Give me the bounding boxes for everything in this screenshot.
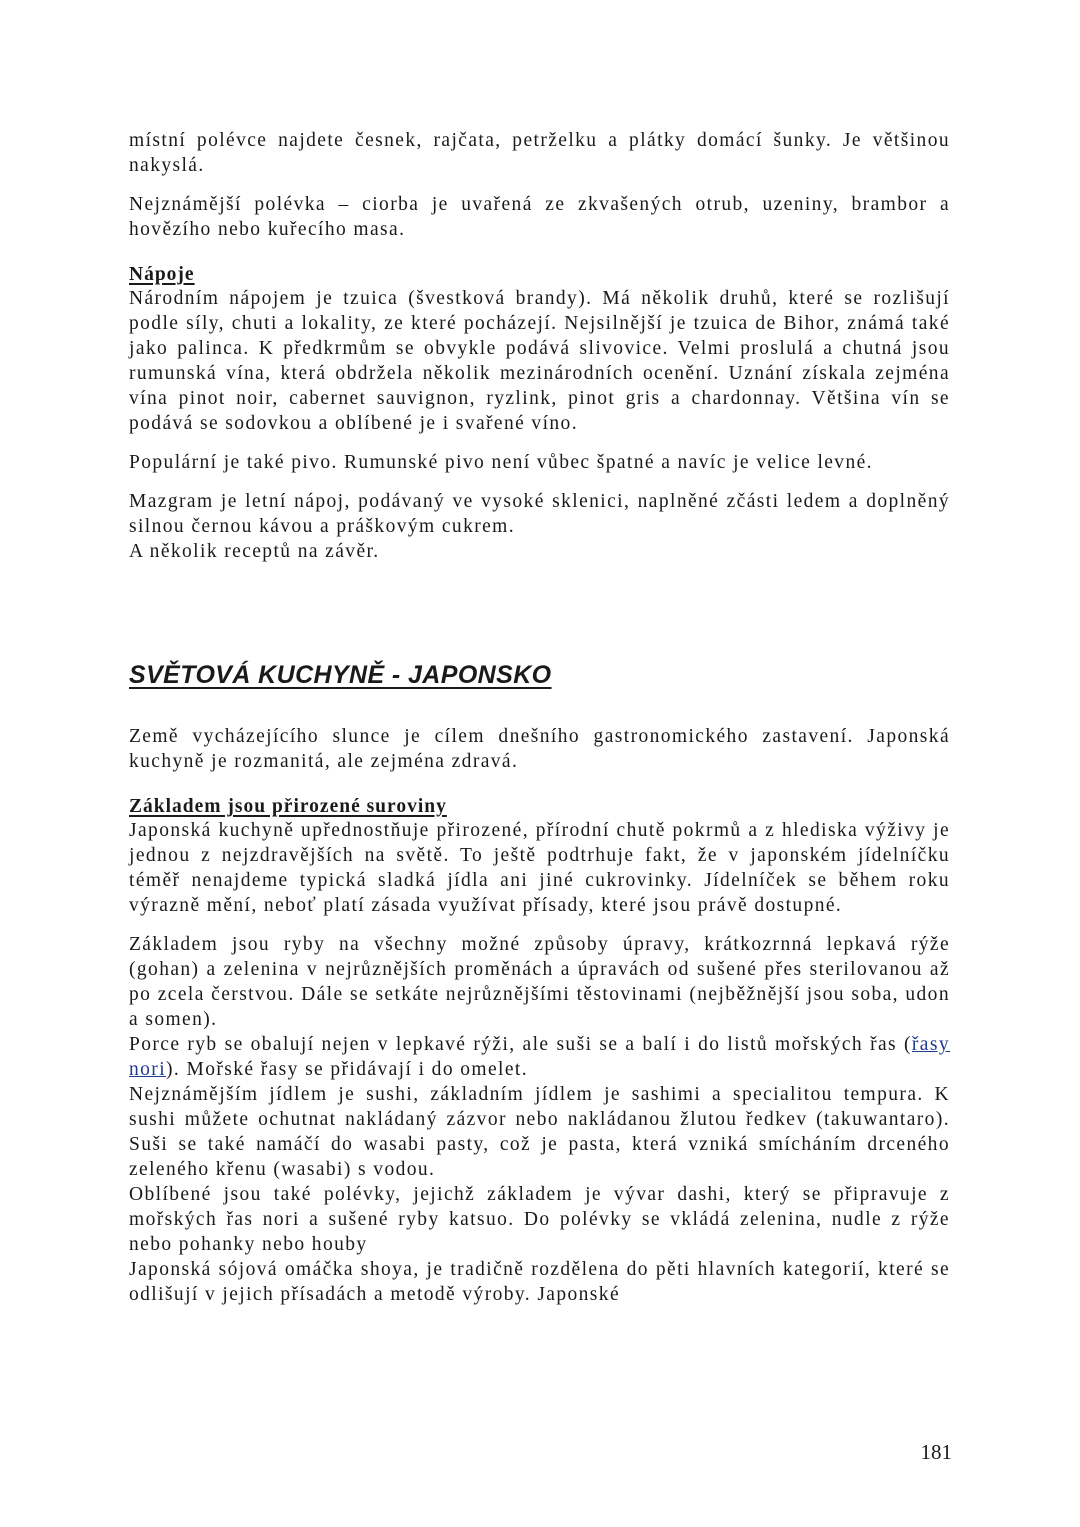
intro-paragraph-2: Nejznámější polévka – ciorba je uvařená ze zkvašených otrub, uzeniny, brambor a hovězího nebo kuřecího masa. [129,194,950,240]
japan-paragraph-3-start: Porce ryb se obalují nejen v lepkavé rýži, ale suši se a balí i do listů mořských řas ( [129,1034,912,1055]
drinks-paragraph-4: A několik receptů na závěr. [129,541,380,562]
intro-paragraph-1: místní polévce najdete česnek, rajčata, petrželku a plátky domácí šunky. Je většinou nakyslá. [129,130,950,176]
japan-paragraph-3 [129,1032,950,1082]
japan-paragraph-3-end: ). Mořské řasy se přidávají i do omelet. [166,1059,528,1080]
nori-link[interactable]: řasy nori [129,1034,950,1080]
drinks-paragraph-3: Mazgram je letní nápoj, podávaný ve vysoké sklenici, naplněné zčásti ledem a doplněný silnou černou kávou a práškovým cukrem. [129,491,950,537]
japan-paragraph-6: Japonská sójová omáčka shoya, je tradičně rozdělena do pěti hlavních kategorií, které se odlišují v jejich přísadách a metodě výroby. Japonské [129,1259,950,1305]
page-number: 181 [920,1440,952,1464]
japan-paragraph-4: Nejznámějším jídlem je sushi, základním jídlem je sashimi a specialitou tempura. K sushi můžete ochutnat nakládaný zázvor nebo nakládanou žlutou ředkev (takuwantaro). Suši se také namáčí do wasabi pasty, což je pasta, která vzniká smícháním drceného zeleného křenu (wasabi) s vodou. [129,1084,950,1180]
japan-paragraph-1: Japonská kuchyně upřednostňuje přirozené, přírodní chutě pokrmů a z hlediska výživy je jednou z nejzdravějších na světě. To ještě podtrhuje fakt, že v japonském jídelníčku téměř nenajdeme typická sladká jídla ani jiné cukrovinky. Jídelníček se během roku výrazně mění, neboť platí zásada využívat přísady, které jsou právě dostupné. [129,820,950,916]
section-title: SVĚTOVÁ KUCHYNĚ - JAPONSKO [129,661,552,689]
japan-intro-paragraph: Země vycházejícího slunce je cílem dnešního gastronomického zastavení. Japonská kuchyně je rozmanitá, ale zejména zdravá. [129,726,950,772]
drinks-paragraph-2: Populární je také pivo. Rumunské pivo není vůbec špatné a navíc je velice levné. [129,452,873,473]
ingredients-heading: Základem jsou přirozené suroviny [129,796,447,817]
document-page [129,128,950,1307]
japan-paragraph-2: Základem jsou ryby na všechny možné způsoby úpravy, krátkozrnná lepkavá rýže (gohan) a zelenina v nejrůznějších proměnách a úpravách od sušené přes sterilovanou až po zcela čerstvou. Dále se setkáte nejrůznějšími těstovinami (nejběžnější jsou soba, udon a somen). [129,934,950,1030]
drinks-paragraph-1: Národním nápojem je tzuica (švestková brandy). Má několik druhů, které se rozlišují podle síly, chuti a lokality, ze které pocházejí. Nejsilnější je tzuica de Bihor, známá také jako palinca. K předkrmům se obvykle podává slivovice. Velmi proslulá a chutná jsou rumunská vína, která obdržela několik mezinárodních ocenění. Uznání získala zejména vína pinot noir, cabernet sauvignon, ryzlink, pinot gris a chardonnay. Většina vín se podává se sodovkou a oblíbené je i svařené víno. [129,288,950,434]
japan-paragraph-5: Oblíbené jsou také polévky, jejichž základem je vývar dashi, který se připravuje z mořských řas nori a sušené ryby katsuo. Do polévky se vkládá zelenina, nudle z rýže nebo pohanky nebo houby [129,1184,950,1255]
drinks-heading: Nápoje [129,264,195,285]
